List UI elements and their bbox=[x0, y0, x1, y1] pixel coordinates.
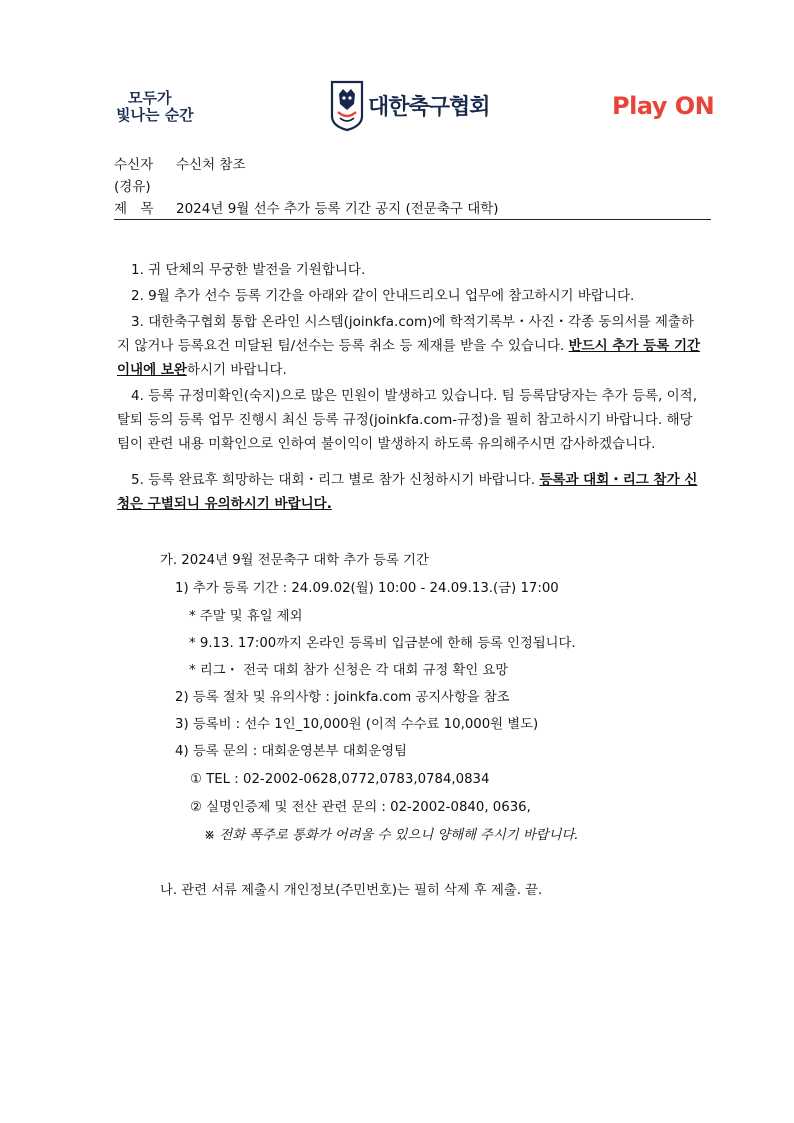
kfa-emblem-icon bbox=[330, 80, 364, 132]
playon-logo bbox=[612, 92, 714, 120]
header-divider bbox=[114, 219, 711, 220]
detail-period-note-2: * 9.13. 17:00까지 온라인 등록비 입금분에 한해 등록 인정됩니다. bbox=[189, 636, 576, 651]
section-na: 나. 관련 서류 제출시 개인정보(주민번호)는 필히 삭제 후 제출. 끝. bbox=[160, 883, 543, 898]
detail-period: 1) 추가 등록 기간 : 24.09.02(월) 10:00 - 24.09.13.(금) 17:00 bbox=[175, 581, 559, 596]
kfa-name: 대한축구협회 bbox=[368, 95, 490, 120]
via-label: (경유) bbox=[114, 179, 151, 195]
slogan-line-1: 모두가 bbox=[128, 89, 172, 107]
paragraph-1: 1. 귀 단체의 무궁한 발전을 기원합니다. bbox=[131, 262, 366, 278]
detail-period-note-1: * 주말 및 휴일 제외 bbox=[189, 609, 303, 624]
detail-call-note: ※ 전화 폭주로 통화가 어려울 수 있으니 양해해 주시기 바랍니다. bbox=[204, 828, 579, 843]
paragraph-2: 2. 9월 추가 선수 등록 기간을 아래와 같이 안내드리오니 업무에 참고하시기 바랍니다. bbox=[131, 288, 635, 304]
detail-inquiry: 4) 등록 문의 : 대회운영본부 대회운영팀 bbox=[175, 744, 407, 759]
detail-fee: 3) 등록비 : 선수 1인_10,000원 (이적 수수료 10,000원 별도) bbox=[175, 717, 539, 732]
subject-label: 제 목 bbox=[114, 201, 154, 217]
slogan-line-2: 빛나는 순간 bbox=[116, 106, 194, 124]
detail-inquiry-auth: ② 실명인증제 및 전산 관련 문의 : 02-2002-0840, 0636, bbox=[190, 800, 531, 815]
paragraph-3-tail: 하시기 바랍니다. bbox=[186, 362, 287, 378]
paragraph-5-text: 5. 등록 완료후 희망하는 대회・리그 별로 참가 신청하시기 바랍니다. bbox=[131, 472, 540, 488]
paragraph-5 bbox=[117, 468, 705, 516]
paragraph-3-emphasis: 반드시 추가 등록 기간 이내에 보완 bbox=[117, 338, 701, 378]
paragraph-3-text: 3. 대한축구협회 통합 온라인 시스템(joinkfa.com)에 학적기록부・사진・각종 동의서를 제출하지 않거나 등록요건 미달된 팀/선수는 등록 취소 등 제재를 받을 수 있습니다. bbox=[117, 314, 695, 354]
paragraph-4: 4. 등록 규정미확인(숙지)으로 많은 민원이 발생하고 있습니다. 팀 등록담당자는 추가 등록, 이적, 탈퇴 등의 등록 업무 진행시 최신 등록 규정(joinkfa.com-규정)을 필히 참고하시기 바랍니다. 해당 팀이 관련 내용 미확인으로 인하여 불이익이 발생하지 하도록 유의해주시면 감사하겠습니다. bbox=[117, 388, 698, 452]
paragraph-5-emphasis: 등록과 대회・리그 참가 신청은 구별되니 유의하시기 바랍니다. bbox=[117, 472, 698, 512]
recipient-label: 수신자 bbox=[114, 157, 154, 173]
playon-play: Play bbox=[612, 92, 667, 120]
recipient-value: 수신처 참조 bbox=[176, 157, 246, 173]
detail-inquiry-tel: ① TEL : 02-2002-0628,0772,0783,0784,0834 bbox=[190, 772, 490, 787]
detail-period-note-3: * 리그・ 전국 대회 참가 신청은 각 대회 규정 확인 요망 bbox=[189, 663, 509, 678]
subject-value: 2024년 9월 선수 추가 등록 기간 공지 (전문축구 대학) bbox=[176, 201, 499, 217]
section-ga: 가. 2024년 9월 전문축구 대학 추가 등록 기간 bbox=[160, 553, 429, 568]
paragraph-3 bbox=[117, 310, 705, 382]
slogan-logo bbox=[116, 90, 194, 124]
detail-procedure: 2) 등록 절차 및 유의사항 : joinkfa.com 공지사항을 참조 bbox=[175, 690, 510, 705]
playon-on: ON bbox=[674, 92, 715, 120]
